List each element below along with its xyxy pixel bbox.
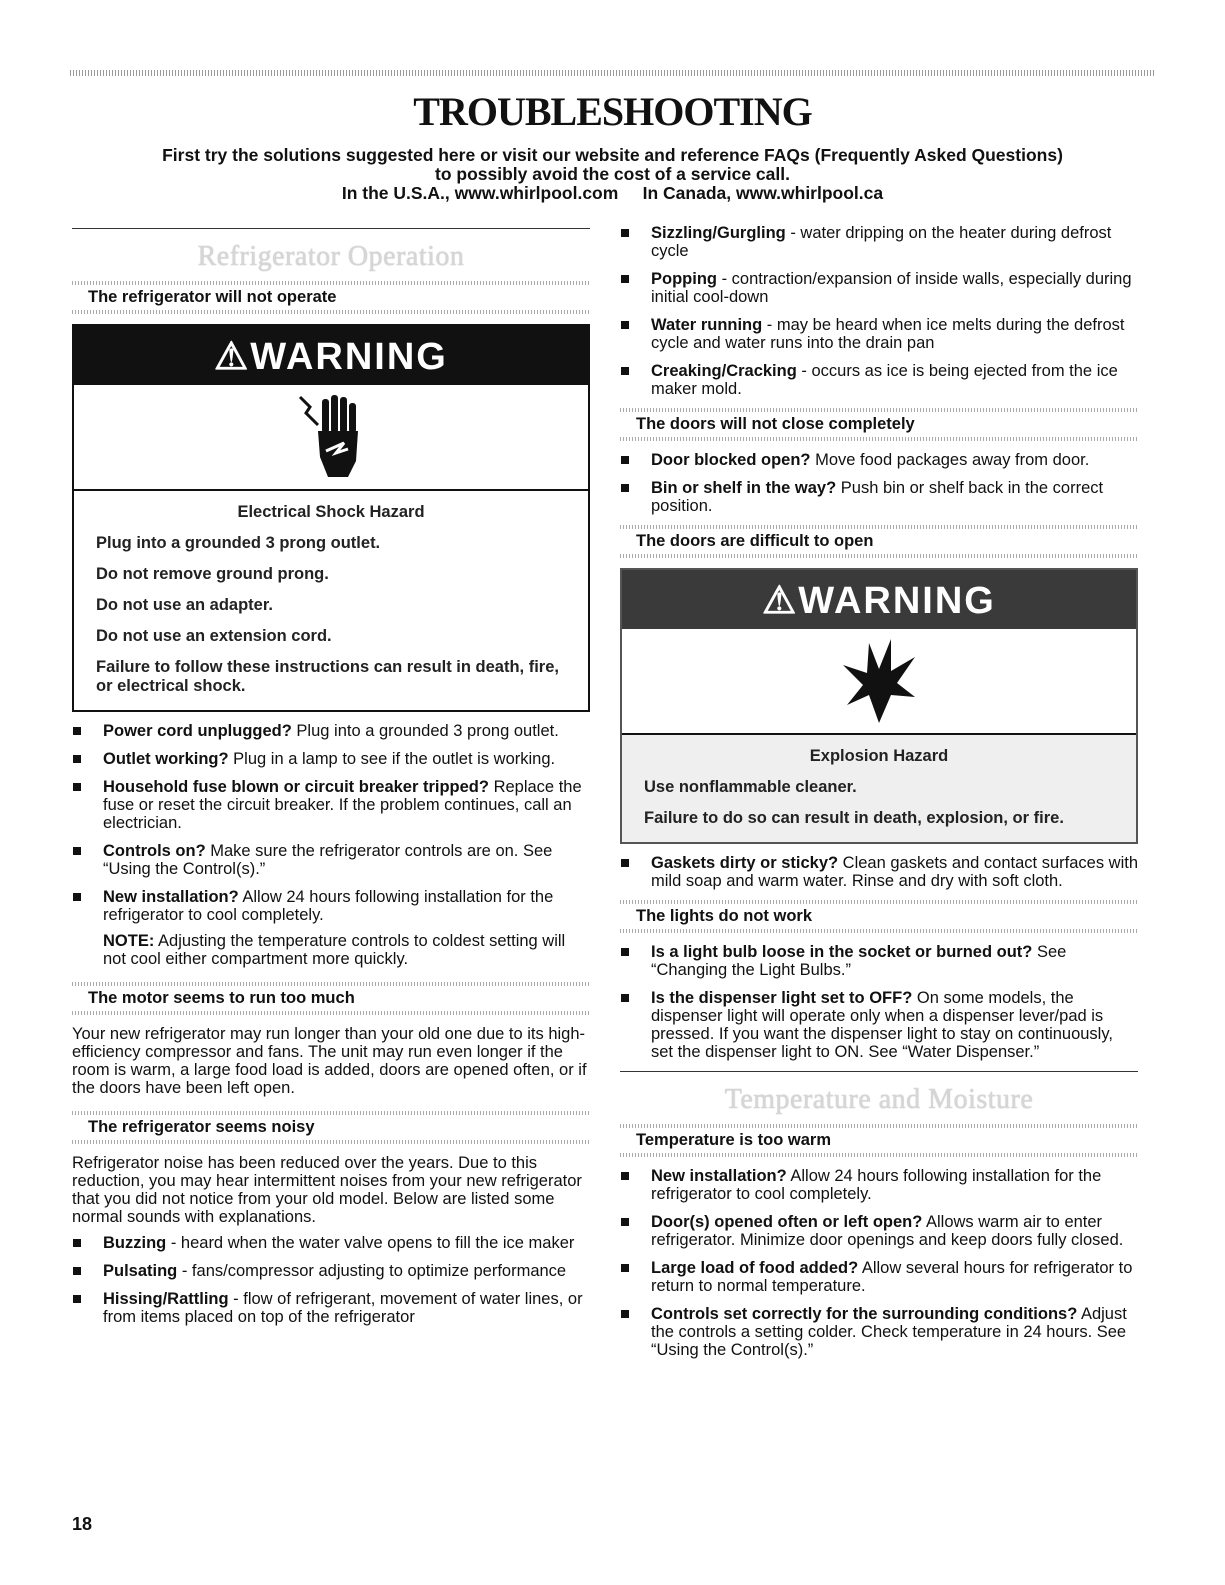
list-item: Sizzling/Gurgling - water dripping on the heater during defrost cycle [620,224,1138,260]
list-item: Large load of food added? Allow several hours for refrigerator to return to normal temperature. [620,1259,1138,1295]
list-item: Bin or shelf in the way? Push bin or shelf back in the correct position. [620,479,1138,515]
warning-header: ⚠WARNING [622,570,1136,629]
section-rule [620,1071,1138,1072]
hazard-title: Electrical Shock Hazard [237,503,425,521]
list-item: Popping - contraction/expansion of inside walls, especially during initial cool-down [620,270,1138,306]
page-number: 18 [72,1514,93,1534]
electrical-shock-icon [74,385,588,491]
list-item: Buzzing - heard when the water valve opens to fill the ice maker [72,1234,590,1252]
list-item: Door blocked open? Move food packages away from door. [620,451,1138,469]
warning-line: Do not use an adapter. [96,596,273,614]
doors-open-list [620,854,1138,890]
noisy-paragraph: Refrigerator noise has been reduced over the years. Due to this reduction, you may hear intermittent noises from your new refrigerator that you did not notice from your old model. Below are listed some normal sounds with explanations. [72,1154,582,1226]
subheading-noisy: The refrigerator seems noisy [72,1111,590,1144]
subheading-temperature-warm: Temperature is too warm [620,1124,1138,1157]
warning-line: Failure to do so can result in death, explosion, or fire. [644,809,1064,827]
intro-line-3: In the U.S.A., www.whirlpool.com In Canada, www.whirlpool.ca [341,183,884,203]
warning-line: Failure to follow these instructions can result in death, fire, or electrical shock. [96,658,559,695]
list-item: Gaskets dirty or sticky? Clean gaskets and contact surfaces with mild soap and warm water. Rinse and dry with soft cloth. [620,854,1138,890]
motor-paragraph: Your new refrigerator may run longer than your old one due to its high-efficiency compressor and fans. The unit may run even longer if the room is warm, a large food load is added, doors are opened often, or if the doors have been left open. [72,1025,587,1097]
subheading-motor: The motor seems to run too much [72,982,590,1015]
list-item: Power cord unplugged? Plug into a grounded 3 prong outlet. [72,722,590,740]
list-item: Pulsating - fans/compressor adjusting to optimize performance [72,1262,590,1280]
noise-list [72,1234,590,1326]
intro-line-1: First try the solutions suggested here or visit our website and reference FAQs (Frequently Asked Questions) [162,145,1063,165]
warning-body [622,735,1136,842]
list-item: Is a light bulb loose in the socket or burned out? See “Changing the Light Bulbs.” [620,943,1138,979]
warning-line: Plug into a grounded 3 prong outlet. [96,534,381,552]
right-column [620,224,1138,1369]
doors-close-list [620,451,1138,515]
warning-line: Do not remove ground prong. [96,565,329,583]
warning-box-electrical [72,324,590,712]
intro-text [90,146,1135,203]
warning-header: ⚠WARNING [74,326,588,385]
note-text: NOTE: Adjusting the temperature controls to coldest setting will not cool either compartment more quickly. [103,932,566,968]
list-item: Controls on? Make sure the refrigerator controls are on. See “Using the Control(s).” [72,842,590,878]
section-rule [72,228,590,229]
warning-line: Use nonflammable cleaner. [644,778,857,796]
explosion-icon [622,629,1136,735]
warning-line: Do not use an extension cord. [96,627,332,645]
list-item: Household fuse blown or circuit breaker tripped? Replace the fuse or reset the circuit breaker. If the problem continues, call an electrician. [72,778,590,832]
intro-line-2: to possibly avoid the cost of a service call. [435,164,790,184]
lights-list [620,943,1138,1061]
list-item: Controls set correctly for the surrounding conditions? Adjust the controls a setting colder. Check temperature in 24 hours. See “Using the Control(s).” [620,1305,1138,1359]
warning-body [74,491,588,710]
list-item: Door(s) opened often or left open? Allows warm air to enter refrigerator. Minimize door openings and keep doors fully closed. [620,1213,1138,1249]
subheading-will-not-operate: The refrigerator will not operate [72,281,590,314]
temperature-list [620,1167,1138,1359]
subheading-lights: The lights do not work [620,900,1138,933]
warning-box-explosion [620,568,1138,844]
section-title-temperature-moisture: Temperature and Moisture [724,1084,1034,1115]
hazard-title: Explosion Hazard [809,747,949,765]
list-item: Is the dispenser light set to OFF? On some models, the dispenser light will operate only when a dispenser lever/pad is pressed. If you want the dispenser light to stay on continuously, set the dispenser light to ON. See “Water Dispenser.” [620,989,1138,1061]
list-item: Hissing/Rattling - flow of refrigerant, movement of water lines, or from items placed on top of the refrigerator [72,1290,590,1326]
list-item: Outlet working? Plug in a lamp to see if the outlet is working. [72,750,590,768]
subheading-doors-close: The doors will not close completely [620,408,1138,441]
top-rule [70,70,1155,76]
list-item: New installation? Allow 24 hours following installation for the refrigerator to cool completely. [72,888,590,924]
left-column [72,224,590,1336]
list-item: Creaking/Cracking - occurs as ice is being ejected from the ice maker mold. [620,362,1138,398]
list-item: Water running - may be heard when ice melts during the defrost cycle and water runs into the drain pan [620,316,1138,352]
page-title: TROUBLESHOOTING [413,89,812,134]
section-title-refrigerator-operation: Refrigerator Operation [197,241,465,272]
will-not-operate-list [72,722,590,924]
noise-list-continued [620,224,1138,398]
subheading-doors-open: The doors are difficult to open [620,525,1138,558]
list-item: New installation? Allow 24 hours following installation for the refrigerator to cool completely. [620,1167,1138,1203]
